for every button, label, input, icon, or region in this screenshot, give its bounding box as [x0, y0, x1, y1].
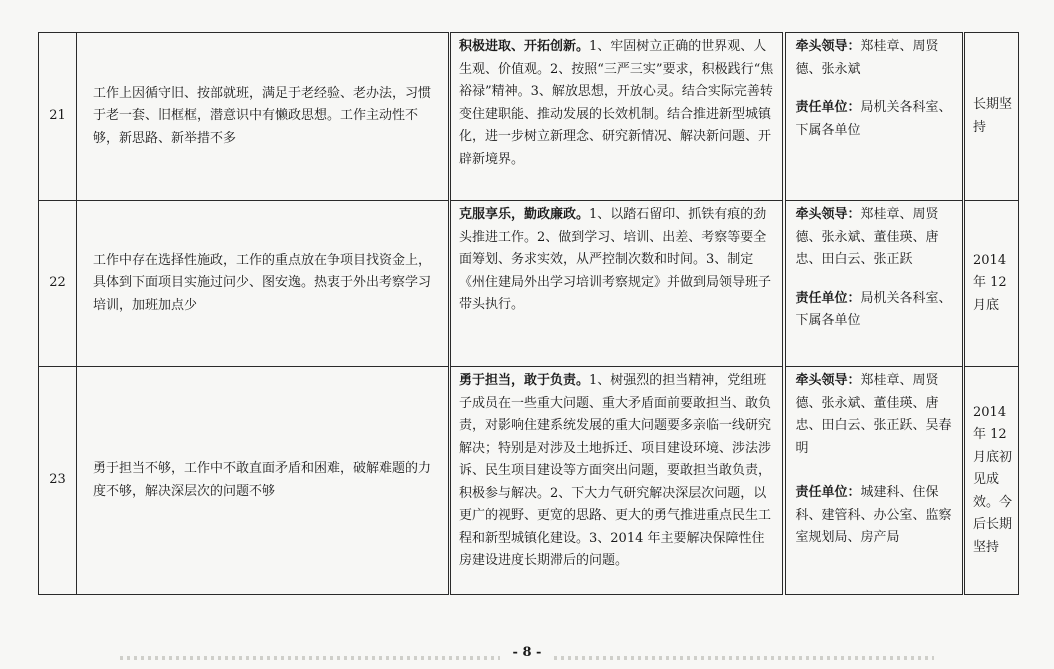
leaders-block: [796, 370, 955, 460]
responsibility-cell: [784, 201, 964, 367]
measure-cell: [450, 201, 784, 367]
leader-label: 牵头领导：: [795, 39, 861, 54]
units: 城建科、住保科、建管科、办公室、监察室规划局、房产局: [795, 485, 952, 545]
leaders: 郑桂章、周贤德、张永斌、董佳瑛、唐忠、田白云、张正跃: [795, 207, 939, 267]
table-row: [39, 201, 1019, 367]
table-row: [39, 367, 1019, 595]
measure-title: 积极进取、开拓创新。: [459, 39, 590, 54]
deadline-cell: 2014 年 12 月底初见成效。今后长期坚持: [964, 367, 1019, 595]
leader-label: 牵头领导：: [795, 207, 861, 222]
measure-cell: [450, 33, 784, 201]
responsibility-cell: [784, 33, 964, 201]
row-number: 22: [39, 201, 77, 367]
leaders-block: [796, 36, 955, 81]
unit-label: 责任单位：: [795, 290, 861, 306]
problem-cell: 工作上因循守旧、按部就班，满足于老经验、老办法，习惯于老一套、旧框框，潜意识中有懒政思想。工作主动性不够，新思路、新举措不多: [77, 33, 450, 201]
units-block: [796, 97, 955, 142]
measure-title: 克服享乐，勤政廉政。: [459, 207, 590, 222]
responsibility-cell: [784, 367, 964, 595]
units-block: [796, 288, 955, 333]
page-number: - 8 -: [0, 645, 1054, 660]
measure-cell: [450, 367, 784, 595]
deadline-cell: 2014 年 12 月底: [964, 201, 1019, 367]
row-number: 21: [39, 33, 77, 201]
measure-title: 勇于担当，敢于负责。: [459, 373, 590, 388]
units-block: [796, 482, 955, 550]
problem-cell: 勇于担当不够，工作中不敢直面矛盾和困难，破解难题的力度不够，解决深层次的问题不够: [77, 367, 450, 595]
rectification-table: [38, 32, 1019, 595]
measure-text: 1、牢固树立正确的世界观、人生观、价值观。2、按照“三严三实”要求，积极践行“焦裕禄”精神。3、解放思想，开放心灵。结合实际完善转变住建职能、推动发展的长效机制。结合推进新型城镇化，进一步树立新理念、研究新情况、解决新问题、开辟新境界。: [459, 39, 774, 167]
leaders: 郑桂章、周贤德、张永斌: [795, 39, 939, 77]
units: 局机关各科室、下属各单位: [795, 290, 952, 328]
measure-text: 1、树强烈的担当精神，党组班子成员在一些重大问题、重大矛盾面前要敢担当、敢负责，对影响住建系统发展的重大问题要多亲临一线研究解决；特别是对涉及土地拆迁、项目建设环境、涉法涉诉、民生项目建设等方面突出问题，要敢担当敢负责，积极参与解决。2、下大力气研究解决深层次问题，以更广的视野、更宽的思路、更大的勇气推进重点民生工程和新型城镇化建设。3、2014 年主要解决保障性住房建设进度长期滞后的问题。: [459, 373, 772, 568]
leaders-block: [796, 204, 955, 272]
deadline-cell: 长期坚持: [964, 33, 1019, 201]
unit-label: 责任单位：: [795, 100, 861, 115]
row-number: 23: [39, 367, 77, 595]
units: 局机关各科室、下属各单位: [795, 100, 952, 138]
unit-label: 责任单位：: [795, 485, 861, 500]
leaders: 郑桂章、周贤德、张永斌、董佳瑛、唐忠、田白云、张正跃、吴春明: [795, 373, 952, 456]
leader-label: 牵头领导：: [795, 373, 861, 388]
table-row: [39, 33, 1019, 201]
problem-cell: 工作中存在选择性施政，工作的重点放在争项目找资金上，具体到下面项目实施过问少、图安逸。热衷于外出考察学习培训，加班加点少: [77, 201, 450, 367]
measure-text: 1、以踏石留印、抓铁有痕的劲头推进工作。2、做到学习、培训、出差、考察等要全面筹划、务求实效，从严控制次数和时间。3、制定《州住建局外出学习培训考察规定》并做到局领导班子带头执行。: [459, 207, 772, 312]
